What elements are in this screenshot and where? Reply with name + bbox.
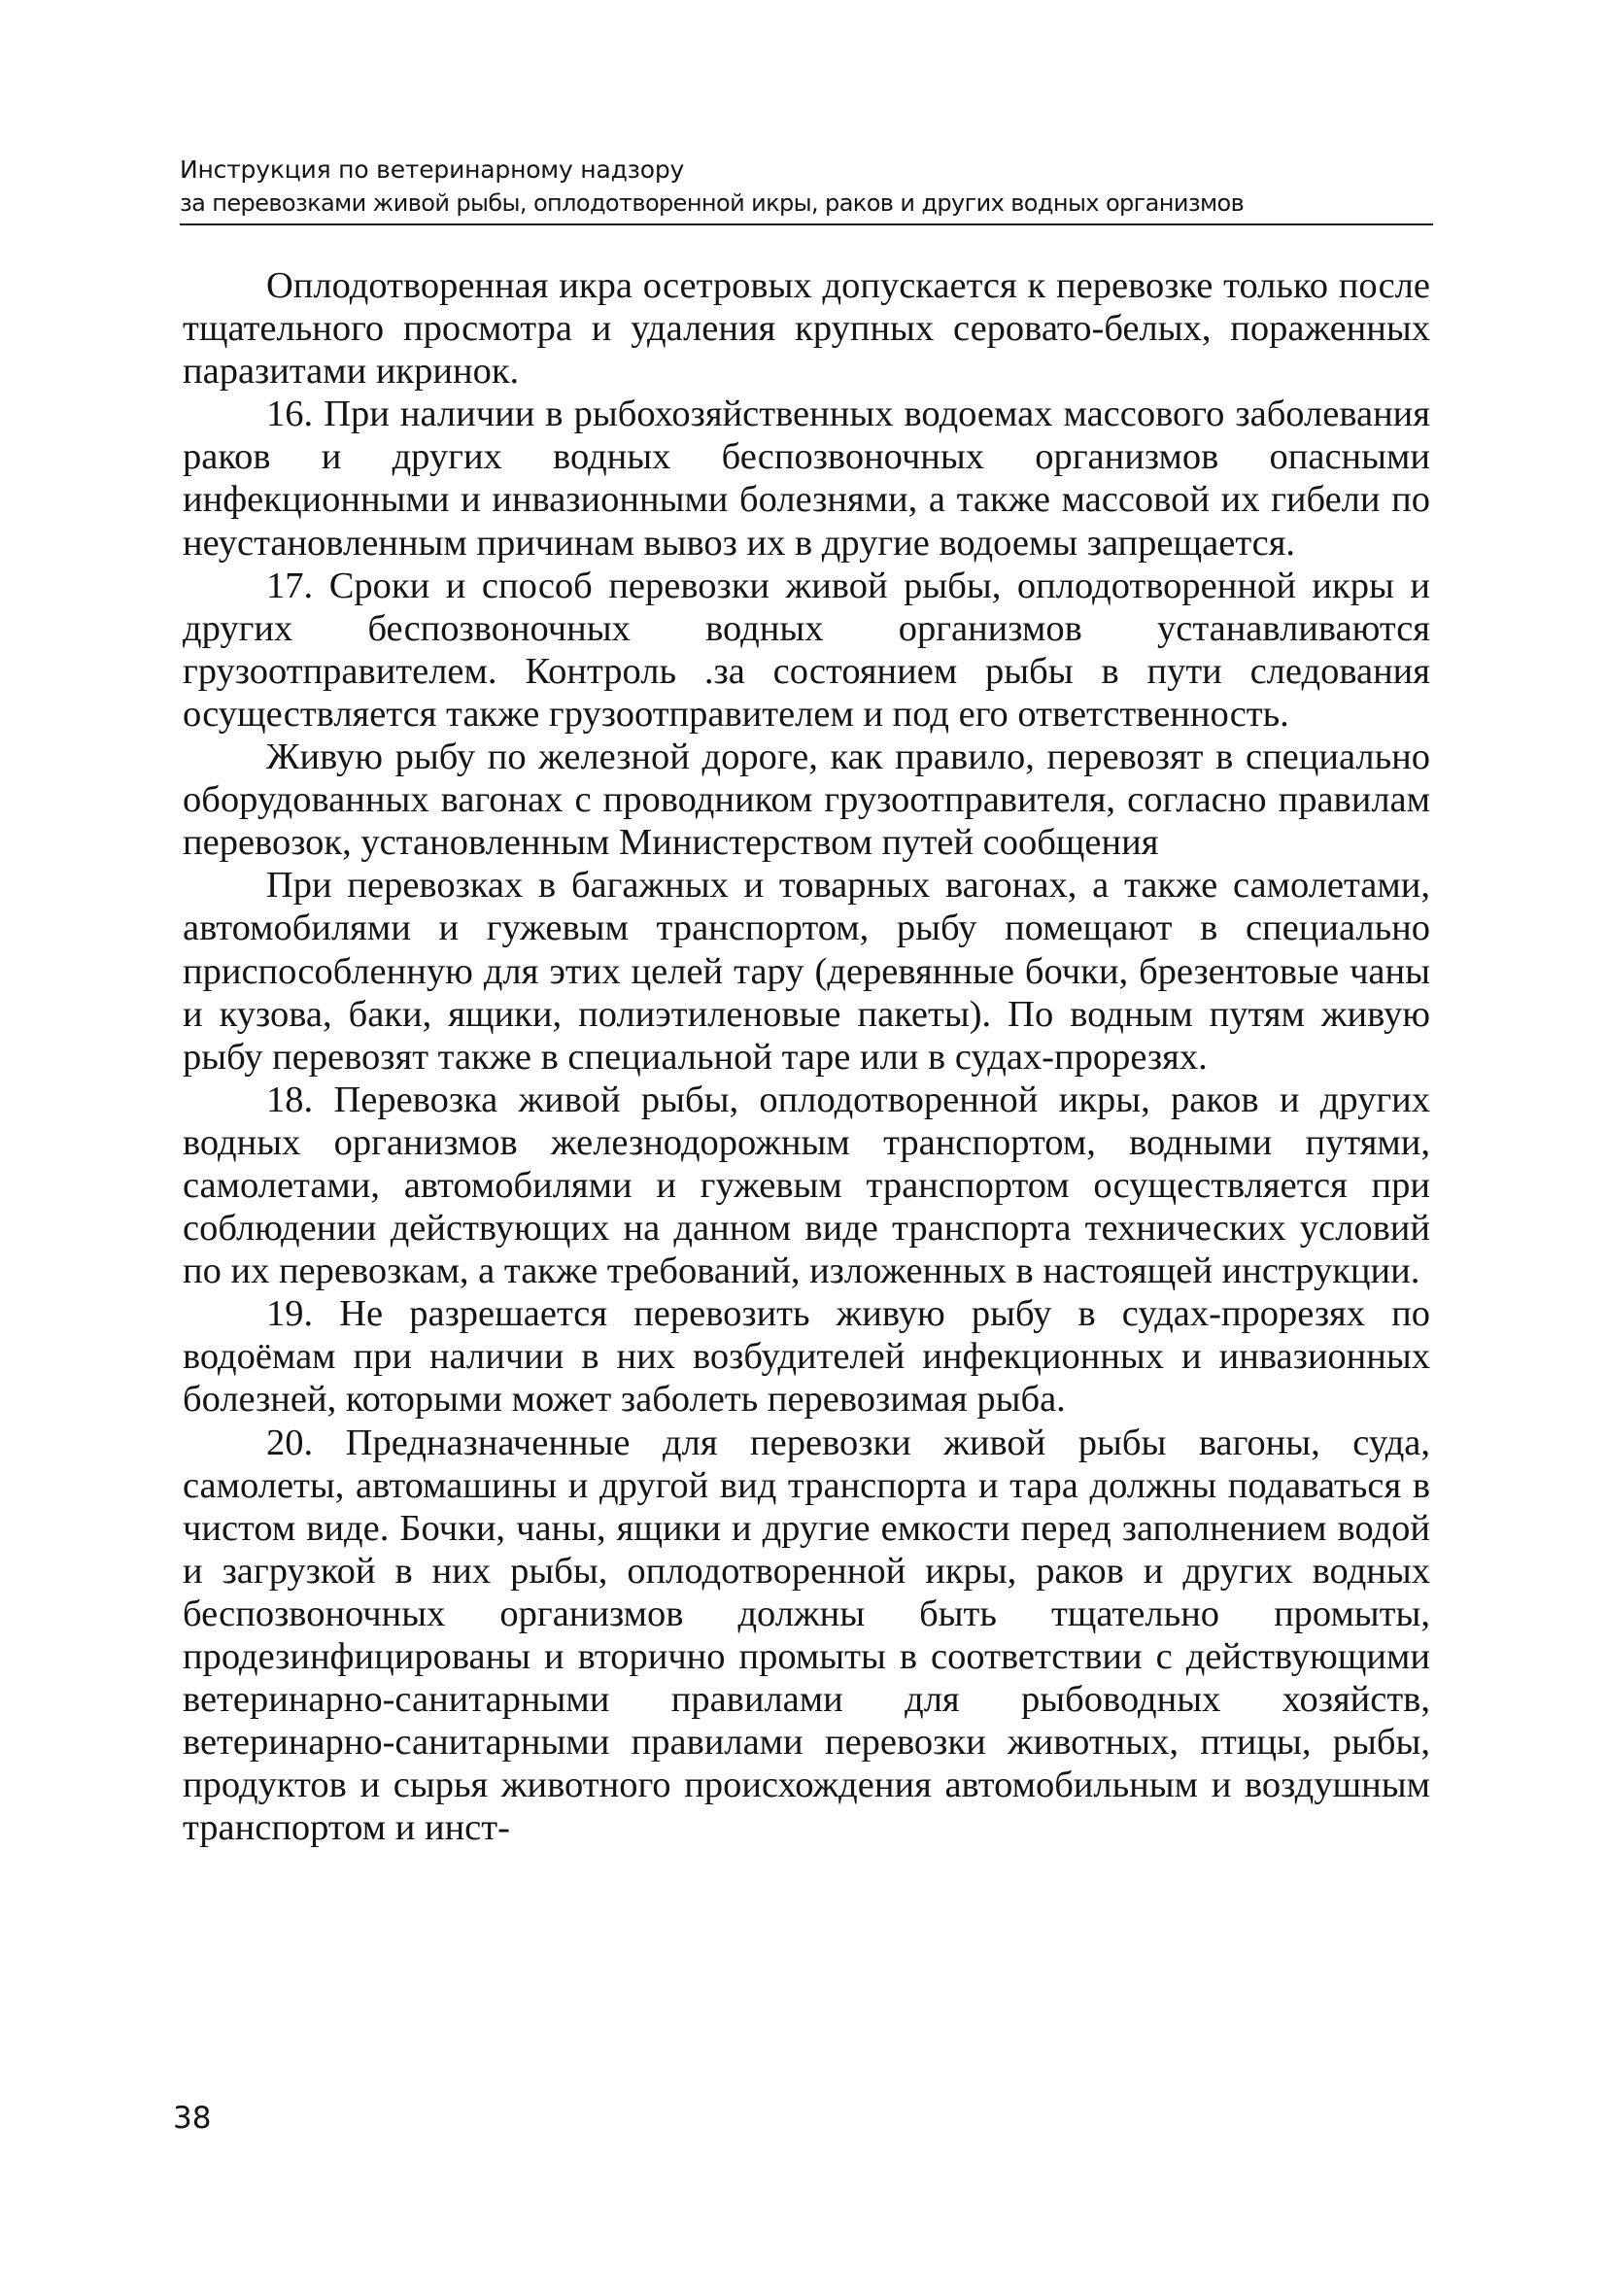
header-divider — [180, 223, 1433, 225]
paragraph-item-18: 18. Перевозка живой рыбы, оплодотворенной икры, раков и других водных организмов железнодорожным транспортом, водными путями, самолетами, автомобилями и гужевым транспортом осуществляется при соблюдении действующих на данном виде транспорта технических условий по их перевозкам, а также требований, изложенных в настоящей инструкции. — [183, 1079, 1430, 1292]
body-text — [183, 264, 1430, 1849]
running-header-line-1: Инструкция по ветеринарному надзору — [180, 155, 685, 184]
paragraph-item-17: 17. Сроки и способ перевозки живой рыбы, оплодотворенной икры и других беспозвоночных водных организмов устанавливаются грузоотправителем. Контроль .за состоянием рыбы в пути следования осуществляется также грузоотправителем и под его ответственность. — [183, 565, 1430, 735]
paragraph-item-16: 16. При наличии в рыбохозяйственных водоемах массового заболевания раков и других водных беспозвоночных организмов опасными инфекционными и инвазионными болезнями, а также массовой их гибели по неустановленным причинам вывоз их в другие водоемы запрещается. — [183, 394, 1430, 564]
paragraph-item-20: 20. Предназначенные для перевозки живой рыбы вагоны, суда, самолеты, автомашины и другой вид транспорта и тара должны подаваться в чистом виде. Бочки, чаны, ящики и другие емкости перед заполнением водой и загрузкой в них рыбы, оплодотворенной икры, раков и других водных беспозвоночных организмов должны быть тщательно промыты, продезинфицированы и вторично промыты в соответствии с действующими ветеринарно-санитарными правилами для рыбоводных хозяйств, ветеринарно-санитарными правилами перевозки животных, птицы, рыбы, продуктов и сырья животного происхождения автомобильным и воздушным транспортом и инст- — [183, 1422, 1430, 1849]
paragraph-railway-transport: Живую рыбу по железной дороге, как правило, перевозят в специально оборудованных вагонах с проводником грузоотправителя, согласно правилам перевозок, установленным Министерством путей сообщения — [183, 737, 1430, 864]
page-number: 38 — [173, 2101, 212, 2136]
running-header — [180, 154, 1433, 220]
paragraph-roe-sturgeon: Оплодотворенная икра осетровых допускается к перевозке только после тщательного просмотра и удаления крупных серовато-белых, пораженных паразитами икринок. — [183, 265, 1430, 393]
running-header-line-2: за перевозками живой рыбы, оплодотворенной икры, раков и других водных организмов — [180, 189, 1245, 217]
paragraph-item-19: 19. Не разрешается перевозить живую рыбу в судах-прорезях по водоёмам при наличии в них возбудителей инфекционных и инвазионных болезней, которыми может заболеть перевозимая рыба. — [183, 1293, 1430, 1421]
paragraph-baggage-wagons: При перевозках в багажных и товарных вагонах, а также самолетами, автомобилями и гужевым транспортом, рыбу помещают в специально приспособленную для этих целей тару (деревянные бочки, брезентовые чаны и кузова, баки, ящики, полиэтиленовые пакеты). По водным путям живую рыбу перевозят также в специальной таре или в судах-прорезях. — [183, 865, 1430, 1078]
